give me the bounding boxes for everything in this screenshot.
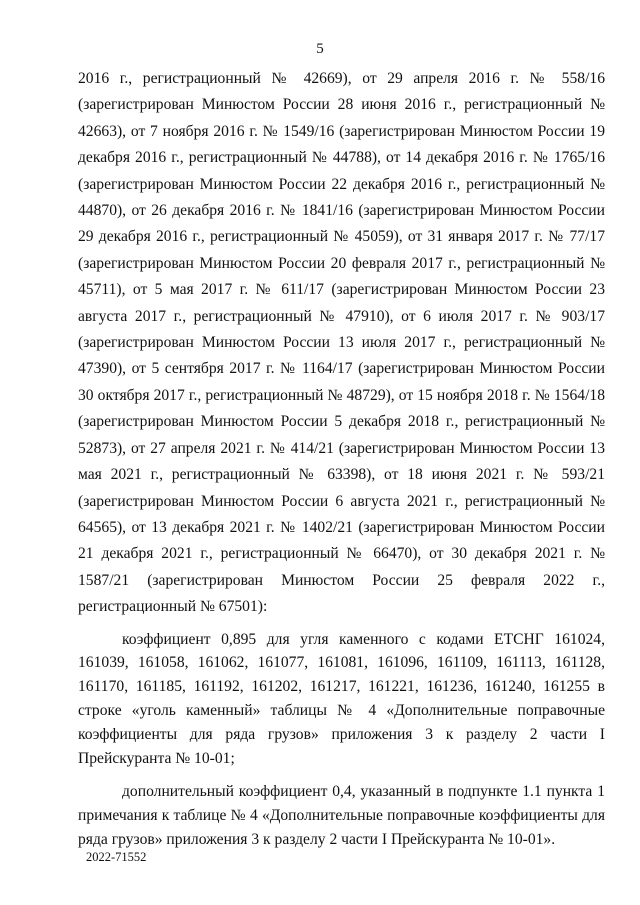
paragraph-additional-coefficient: дополнительный коэффициент 0,4, указанный в подпункте 1.1 пункта 1 примечания к таблице № 4 «Дополнительные поправочные коэффициенты для ряда грузов» приложения 3 к разделу 2 части I Прейскуранта № 10-01». xyxy=(78,782,605,848)
document-code: 2022-71552 xyxy=(86,850,147,864)
page-number: 5 xyxy=(316,41,324,57)
document-body xyxy=(78,66,605,852)
paragraph-coal-coefficient: коэффициент 0,895 для угля каменного с кодами ЕТСНГ 161024, 161039, 161058, 161062, 161077, 161081, 161096, 161109, 161113, 161128, 161170, 161185, 161192, 161202, 161217, 161221, 161236, 161240, 161255 в строке «уголь каменный» таблицы № 4 «Дополнительные поправочные коэффициенты для ряда грузов» приложения 3 к разделу 2 части I Прейскуранта № 10-01; xyxy=(78,630,605,768)
paragraph-amendments-list: 2016 г., регистрационный № 42669), от 29 апреля 2016 г. № 558/16 (зарегистрирован Минюстом России 28 июня 2016 г., регистрационный № 42663), от 7 ноября 2016 г. № 1549/16 (зарегистрирован Минюстом России 19 декабря 2016 г., регистрационный № 44788), от 14 декабря 2016 г. № 1765/16 (зарегистрирован Минюстом России 22 декабря 2016 г., регистрационный № 44870), от 26 декабря 2016 г. № 1841/16 (зарегистрирован Минюстом России 29 декабря 2016 г., регистрационный № 45059), от 31 января 2017 г. № 77/17 (зарегистрирован Минюстом России 20 февраля 2017 г., регистрационный № 45711), от 5 мая 2017 г. № 611/17 (зарегистрирован Минюстом России 23 августа 2017 г., регистрационный № 47910), от 6 июля 2017 г. № 903/17 (зарегистрирован Минюстом России 13 июля 2017 г., регистрационный № 47390), от 5 сентября 2017 г. № 1164/17 (зарегистрирован Минюстом России 30 октября 2017 г., регистрационный № 48729), от 15 ноября 2018 г. № 1564/18 (зарегистрирован Минюстом России 5 декабря 2018 г., регистрационный № 52873), от 27 апреля 2021 г. № 414/21 (зарегистрирован Минюстом России 13 мая 2021 г., регистрационный № 63398), от 18 июня 2021 г. № 593/21 (зарегистрирован Минюстом России 6 августа 2021 г., регистрационный № 64565), от 13 декабря 2021 г. № 1402/21 (зарегистрирован Минюстом России 21 декабря 2021 г., регистрационный № 66470), от 30 декабря 2021 г. № 1587/21 (зарегистрирован Минюстом России 25 февраля 2022 г., регистрационный № 67501): xyxy=(78,70,605,616)
